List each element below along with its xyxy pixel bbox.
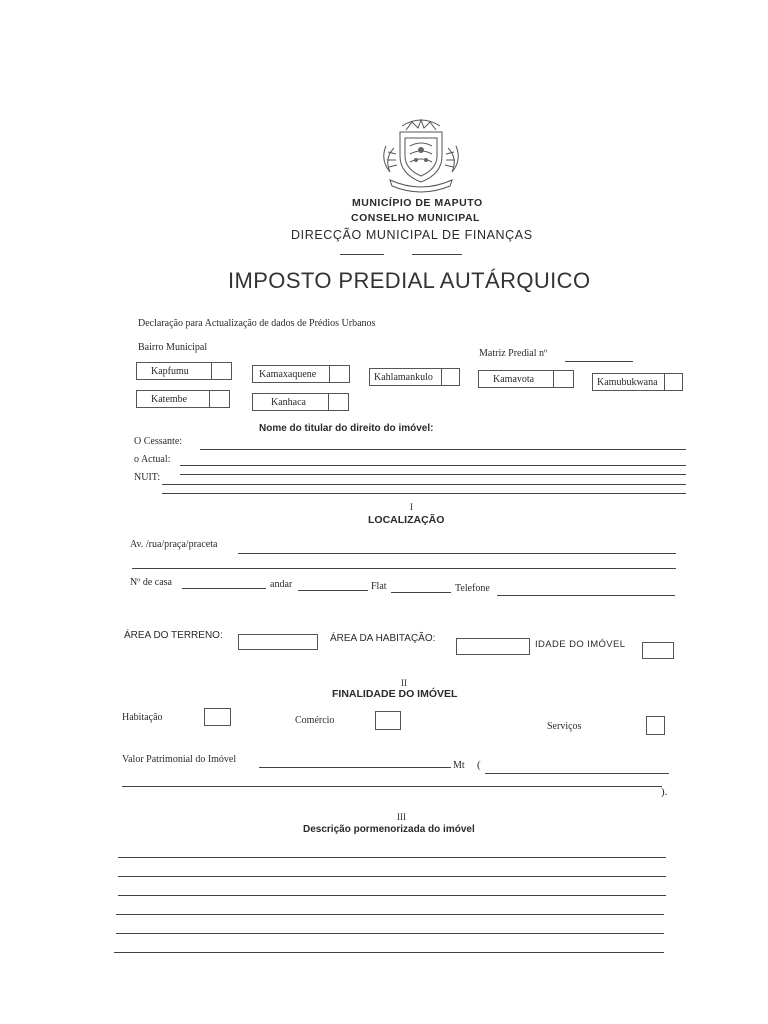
actual-label: o Actual: xyxy=(134,454,171,465)
paren-close: ). xyxy=(661,786,668,798)
bairro-option-kamavota[interactable] xyxy=(478,370,574,388)
floor-field[interactable] xyxy=(298,590,368,591)
section-1-number: I xyxy=(410,502,413,512)
section-1-heading: LOCALIZAÇÃO xyxy=(368,514,445,526)
bairro-option-label: Kapfumu xyxy=(151,366,189,377)
bairro-option-kahlamankulo[interactable] xyxy=(369,368,460,386)
cessante-field[interactable] xyxy=(200,449,686,450)
house-number-field[interactable] xyxy=(182,588,266,589)
servicos-checkbox[interactable] xyxy=(646,716,665,735)
phone-field[interactable] xyxy=(497,595,675,596)
header-rule-left xyxy=(340,254,384,255)
municipality-title: MUNICÍPIO DE MAPUTO xyxy=(352,197,483,209)
bairro-option-label: Kanhaca xyxy=(271,397,306,408)
flat-label: Flat xyxy=(371,581,387,592)
habitacao-checkbox[interactable] xyxy=(204,708,231,726)
land-area-field[interactable] xyxy=(238,634,318,650)
actual-field-extra[interactable] xyxy=(180,474,686,475)
bairro-option-label: Katembe xyxy=(151,394,188,405)
bairro-option-kanhaca[interactable] xyxy=(252,393,349,411)
header-rule-right xyxy=(412,254,462,255)
valor-extenso-field-2[interactable] xyxy=(122,786,662,787)
street-label: Av. /rua/praça/praceta xyxy=(130,539,218,550)
bairro-option-label: Kamubukwana xyxy=(597,377,658,388)
bairro-option-kapfumu[interactable] xyxy=(136,362,232,380)
bairro-checkbox[interactable] xyxy=(441,368,459,386)
cessante-label: O Cessante: xyxy=(134,436,183,447)
bairro-option-kamaxaquene[interactable] xyxy=(252,365,350,383)
phone-label: Telefone xyxy=(455,583,490,594)
bairro-option-katembe[interactable] xyxy=(136,390,230,408)
paren-open: ( xyxy=(477,759,481,771)
directorate-title: DIRECÇÃO MUNICIPAL DE FINANÇAS xyxy=(291,228,533,242)
valor-patrimonial-field[interactable] xyxy=(259,767,451,768)
description-line[interactable] xyxy=(116,933,664,934)
comercio-checkbox[interactable] xyxy=(375,711,401,730)
bairro-option-label: Kamavota xyxy=(493,374,535,385)
habitacao-label: Habitação xyxy=(122,712,163,723)
property-age-label: IDADE DO IMÓVEL xyxy=(535,639,626,650)
council-title: CONSELHO MUNICIPAL xyxy=(351,212,480,224)
bairro-option-label: Kahlamankulo xyxy=(374,372,433,383)
bairro-checkbox[interactable] xyxy=(209,390,229,408)
actual-field[interactable] xyxy=(180,465,686,466)
land-area-label: ÁREA DO TERRENO: xyxy=(124,630,223,641)
description-line[interactable] xyxy=(118,895,666,896)
bairro-checkbox[interactable] xyxy=(329,365,349,383)
currency-label: Mt xyxy=(453,760,465,771)
valor-extenso-field[interactable] xyxy=(485,773,669,774)
section-3-heading: Descrição pormenorizada do imóvel xyxy=(303,824,475,835)
flat-field[interactable] xyxy=(391,592,451,593)
valor-patrimonial-label: Valor Patrimonial do Imóvel xyxy=(122,754,237,765)
description-line[interactable] xyxy=(118,876,666,877)
nuit-field[interactable] xyxy=(162,484,686,485)
house-number-label: Nº de casa xyxy=(130,577,172,588)
nuit-label: NUIT: xyxy=(134,472,161,483)
dwelling-area-field[interactable] xyxy=(456,638,530,655)
street-field[interactable] xyxy=(238,553,676,554)
property-age-field[interactable] xyxy=(642,642,674,659)
street-field-extra[interactable] xyxy=(132,568,676,569)
bairro-checkbox[interactable] xyxy=(553,370,573,388)
section-3-number: III xyxy=(397,812,406,822)
floor-label: andar xyxy=(270,579,293,590)
description-line[interactable] xyxy=(116,914,664,915)
description-line[interactable] xyxy=(114,952,664,953)
servicos-label: Serviços xyxy=(547,721,582,732)
titular-heading: Nome do titular do direito do imóvel: xyxy=(259,423,434,434)
description-line[interactable] xyxy=(118,857,666,858)
matriz-field[interactable] xyxy=(565,361,633,362)
section-2-heading: FINALIDADE DO IMÓVEL xyxy=(332,688,458,700)
bairro-checkbox[interactable] xyxy=(328,393,348,411)
bairro-option-label: Kamaxaquene xyxy=(259,369,317,380)
bairro-checkbox[interactable] xyxy=(211,362,231,380)
declaration-text: Declaração para Actualização de dados de Prédios Urbanos xyxy=(138,318,376,329)
form-title: IMPOSTO PREDIAL AUTÁRQUICO xyxy=(228,268,591,293)
bairro-label: Bairro Municipal xyxy=(138,342,208,353)
section-2-number: II xyxy=(401,678,407,688)
coat-of-arms-emblem xyxy=(372,116,470,196)
bairro-checkbox[interactable] xyxy=(664,373,682,391)
dwelling-area-label: ÁREA DA HABITAÇÃO: xyxy=(330,633,436,644)
bairro-option-kamubukwana[interactable] xyxy=(592,373,683,391)
nuit-field-extra[interactable] xyxy=(162,493,686,494)
matriz-label: Matriz Predial nº xyxy=(479,348,548,359)
comercio-label: Comércio xyxy=(295,715,335,726)
